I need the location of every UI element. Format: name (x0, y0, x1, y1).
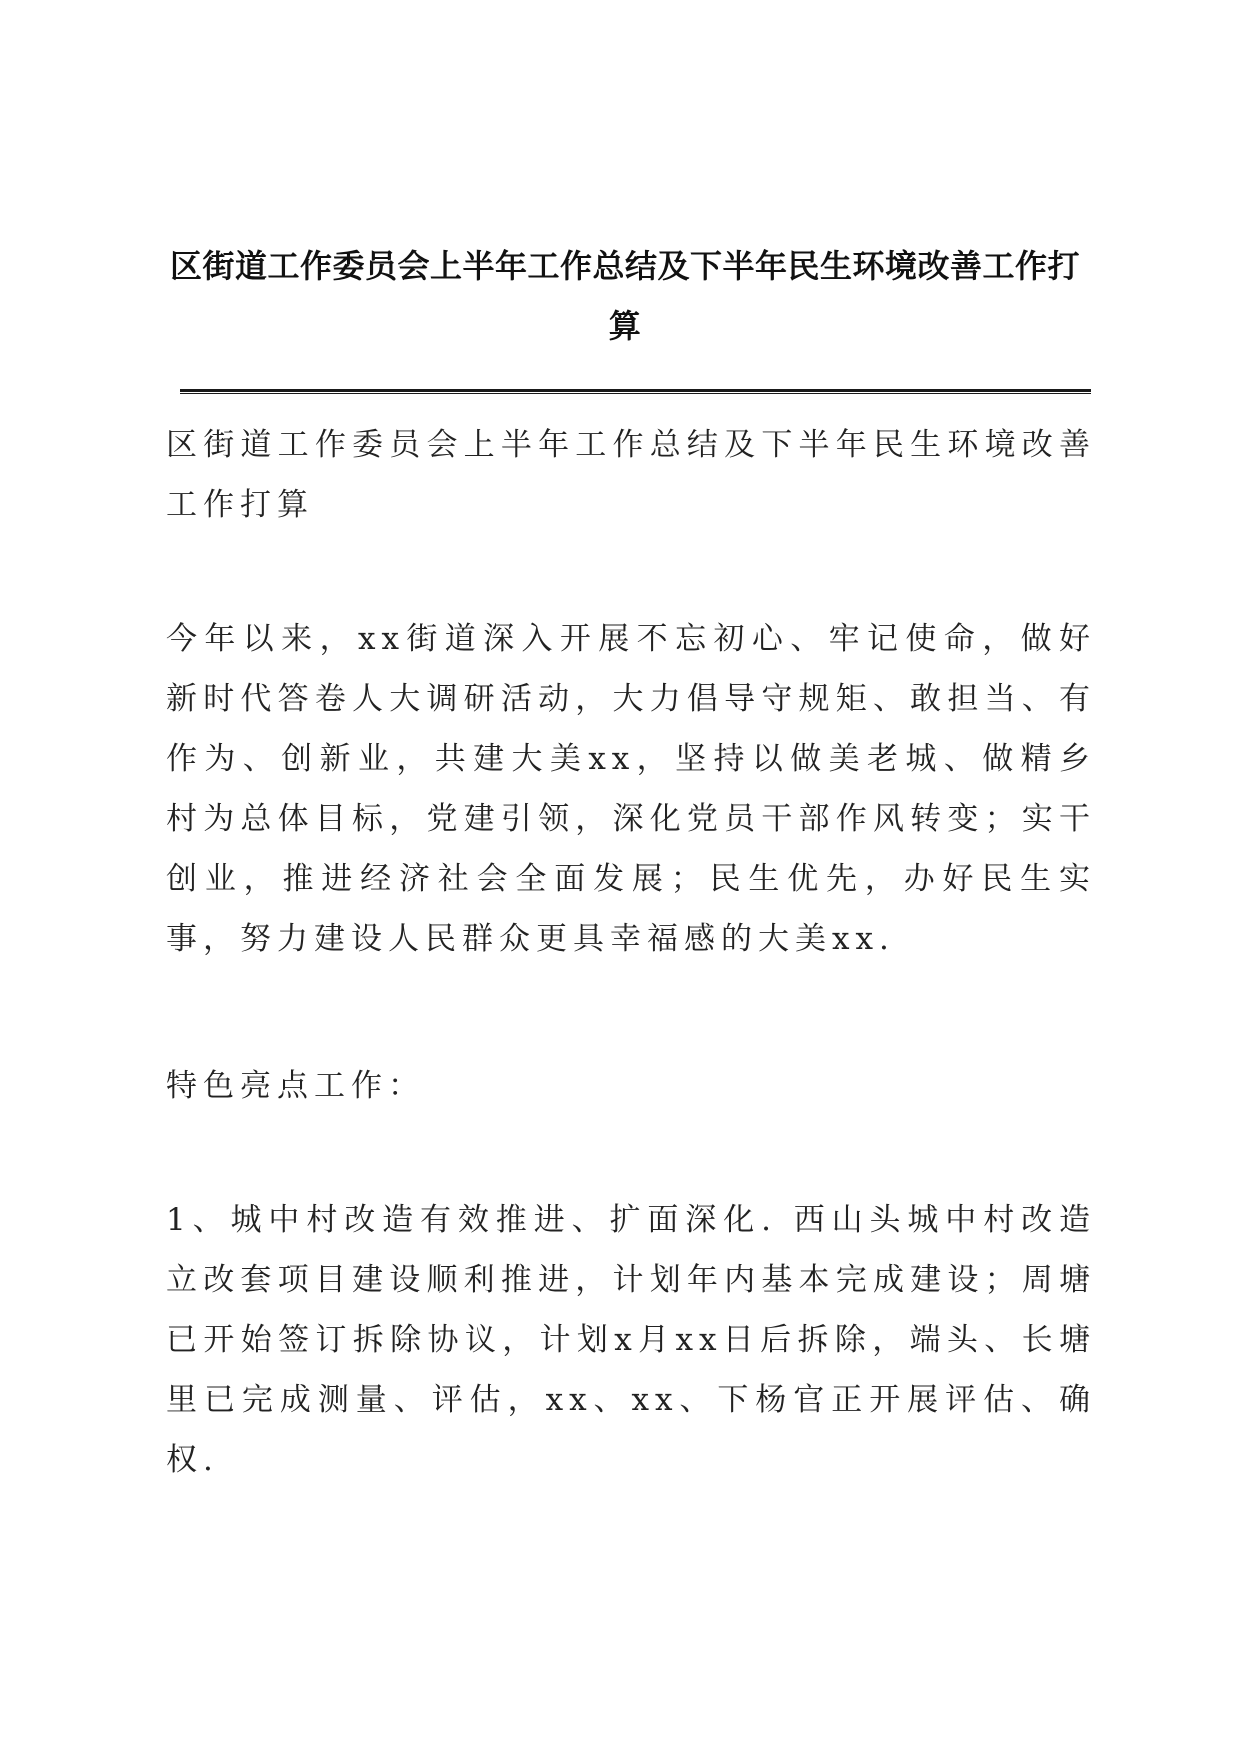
highlights-heading: 特色亮点工作： (166, 1068, 425, 1104)
title-divider (180, 389, 1091, 394)
document-title: 区街道工作委员会上半年工作总结及下半年民生环境改善工作打算 (169, 247, 1080, 345)
divider-thin-line (180, 393, 1091, 394)
intro-paragraph: 今年以来，xx街道深入开展不忘初心、牢记使命，做好新时代答卷人大调研活动，大力倡导守规矩、敢担当、有作为、创新业，共建大美xx，坚持以做美老城、做精乡村为总体目标，党建引领，深化党员干部作风转变；实干创业，推进经济社会全面发展；民生优先，办好民生实事，努力建设人民群众更具幸福感的大美xx. (166, 621, 1096, 957)
divider-thick-line (180, 389, 1091, 392)
highlight-item-1: 1、城中村改造有效推进、扩面深化. 西山头城中村改造立改套项目建设顺利推进，计划年内基本完成建设；周塘已开始签订拆除协议，计划x月xx日后拆除，端头、长塘里已完成测量、评估，xx、xx、下杨官正开展评估、确权. (166, 1202, 1096, 1478)
document-subtitle: 区街道工作委员会上半年工作总结及下半年民生环境改善工作打算 (166, 427, 1096, 523)
